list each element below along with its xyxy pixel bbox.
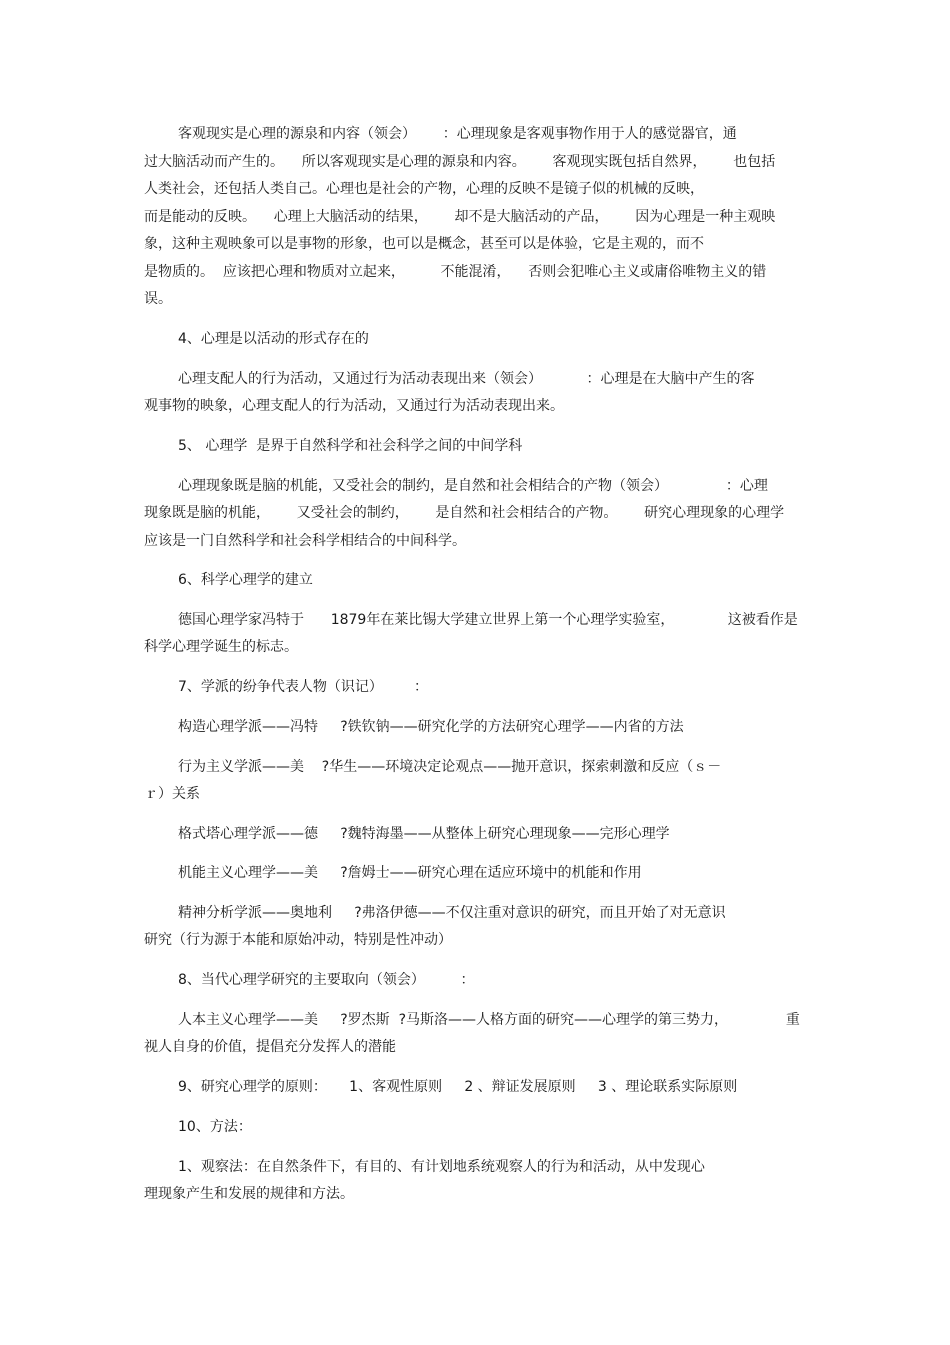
section-heading: 4、心理是以活动的形式存在的 — [178, 331, 369, 347]
list-item: 行为主义学派——美 ?华生——环境决定论观点——抛开意识，探索刺激和反应（ｓ－ — [178, 759, 722, 775]
list-item: ｒ）关系 — [144, 786, 200, 802]
paragraph-line: 理现象产生和发展的规律和方法。 — [144, 1186, 354, 1202]
paragraph-line: 误。 — [144, 291, 172, 307]
paragraph-line: 视人自身的价值，提倡充分发挥人的潜能 — [144, 1039, 396, 1055]
list-item: 机能主义心理学——美 ?詹姆士——研究心理在适应环境中的机能和作用 — [178, 865, 642, 881]
paragraph-line: 人本主义心理学——美 ?罗杰斯 ?马斯洛——人格方面的研究——心理学的第三势力， 重 — [178, 1012, 800, 1028]
paragraph-line: 而是能动的反映。 心理上大脑活动的结果， 却不是大脑活动的产品， 因为心理是一种主观映 — [144, 209, 776, 225]
paragraph-line: 观事物的映象，心理支配人的行为活动，又通过行为活动表现出来。 — [144, 398, 564, 414]
section-heading: 8、当代心理学研究的主要取向（领会） ： — [178, 972, 475, 988]
section-heading: 9、研究心理学的原则： 1、客观性原则 2 、辩证发展原则 3 、理论联系实际原则 — [178, 1079, 738, 1095]
section-heading: 10、方法： — [178, 1119, 252, 1135]
paragraph-line: 人类社会，还包括人类自己。心理也是社会的产物，心理的反映不是镜子似的机械的反映， — [144, 181, 704, 197]
paragraph-line: 应该是一门自然科学和社会科学相结合的中间科学。 — [144, 533, 466, 549]
list-item: 研究（行为源于本能和原始冲动，特别是性冲动） — [144, 932, 452, 948]
list-item: 格式塔心理学派——德 ?魏特海墨——从整体上研究心理现象——完形心理学 — [178, 826, 670, 842]
section-heading: 7、学派的纷争代表人物（识记） ： — [178, 679, 429, 695]
paragraph-line: 客观现实是心理的源泉和内容（领会） ：心理现象是客观事物作用于人的感觉器官，通 — [178, 126, 737, 142]
paragraph-line: 心理现象既是脑的机能，又受社会的制约，是自然和社会相结合的产物（领会） ：心理 — [178, 478, 768, 494]
paragraph-line: 德国心理学家冯特于 1879年在莱比锡大学建立世界上第一个心理学实验室， 这被看作是 — [178, 612, 798, 628]
paragraph-line: 科学心理学诞生的标志。 — [144, 639, 298, 655]
paragraph-line: 现象既是脑的机能， 又受社会的制约， 是自然和社会相结合的产物。 研究心理现象的心理学 — [144, 505, 785, 521]
list-item: 精神分析学派——奥地利 ?弗洛伊德——不仅注重对意识的研究，而且开始了对无意识 — [178, 905, 726, 921]
list-item: 构造心理学派——冯特 ?铁钦钠——研究化学的方法研究心理学——内省的方法 — [178, 719, 684, 735]
paragraph-line: 1、观察法：在自然条件下，有目的、有计划地系统观察人的行为和活动，从中发现心 — [178, 1159, 705, 1175]
section-heading: 6、科学心理学的建立 — [178, 572, 313, 588]
paragraph-line: 是物质的。 应该把心理和物质对立起来， 不能混淆， 否则会犯唯心主义或庸俗唯物主义的错 — [144, 264, 767, 280]
section-heading: 5、 心理学 是界于自然科学和社会科学之间的中间学科 — [178, 438, 523, 454]
paragraph-line: 象，这种主观映象可以是事物的形象，也可以是概念，甚至可以是体验，它是主观的，而不 — [144, 236, 704, 252]
paragraph-line: 心理支配人的行为活动，又通过行为活动表现出来（领会） ：心理是在大脑中产生的客 — [178, 371, 755, 387]
paragraph-line: 过大脑活动而产生的。 所以客观现实是心理的源泉和内容。 客观现实既包括自然界， 也包括 — [144, 154, 776, 170]
